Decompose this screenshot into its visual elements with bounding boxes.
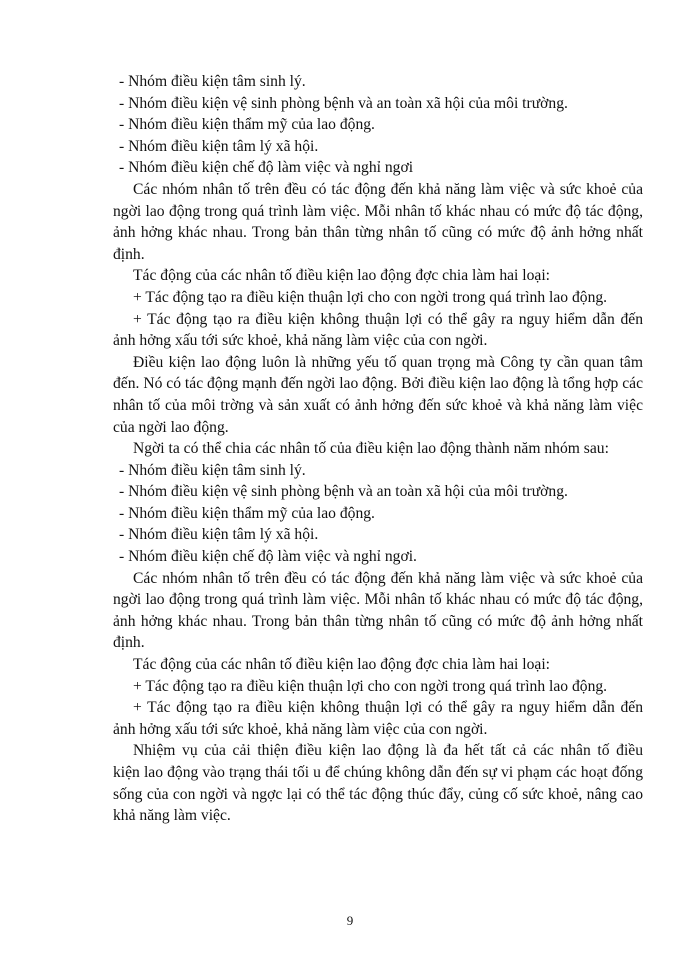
text-line: - Nhóm điều kiện tâm lý xã hội. [119,526,319,544]
text-line: - Nhóm điều kiện chế độ làm việc và nghỉ ngơi [119,159,414,177]
text-line: Các nhóm nhân tố trên đều có tác động đến khả năng làm việc và sức khoẻ của [133,569,643,587]
text-line: Tác động của các nhân tố điều kiện lao động đợc chia làm hai loại: [133,656,550,674]
text-line: nhân tố của môi trờng và sản xuất có ảnh hởng đến sức khoẻ và khả năng làm việc [113,396,643,414]
text-line: - Nhóm điều kiện tâm sinh lý. [119,461,306,479]
text-line: Nhiệm vụ của cải thiện điều kiện lao động là đa hết tất cả các nhân tố điều [133,742,643,760]
text-line: ảnh hởng khác nhau. Trong bản thân từng nhân tố cũng có mức độ ảnh hởng nhất [113,612,643,630]
text-line: ảnh hởng khác nhau. Trong bản thân từng nhân tố cũng có mức độ ảnh hởng nhất [113,224,643,242]
text-line: + Tác động tạo ra điều kiện thuận lợi cho con ngời trong quá trình lao động. [133,288,608,306]
text-line: ảnh hởng xấu tới sức khoẻ, khả năng làm việc của con ngời. [113,332,488,350]
text-line: Các nhóm nhân tố trên đều có tác động đến khả năng làm việc và sức khoẻ của [133,180,643,198]
text-line: kiện lao động vào trạng thái tối u để chúng không dẫn đến sự vi phạm các hoạt đống [113,764,643,781]
text-line: ảnh hởng xấu tới sức khoẻ, khả năng làm việc của con ngời. [113,720,488,738]
text-line: - Nhóm điều kiện thẩm mỹ của lao động. [119,116,375,134]
text-line: định. [113,634,145,652]
page-number: 9 [346,913,354,928]
text-line: + Tác động tạo ra điều kiện thuận lợi cho con ngời trong quá trình lao động. [133,677,608,695]
text-line: + Tác động tạo ra điều kiện không thuận lợi có thể gây ra nguy hiểm dẫn đến [133,310,643,328]
text-line: Điều kiện lao động luôn là những yếu tố quan trọng mà Công ty cần quan tâm [133,353,643,371]
text-line: định. [113,245,145,263]
document-body [113,71,643,827]
text-line: sống của con ngời và ngợc lại có thể tác động thúc đẩy, củng cố sức khoẻ, nâng cao [113,785,643,803]
text-line: ngời lao động trong quá trình làm việc. Mỗi nhân tố khác nhau có mức độ tác động, [113,591,643,609]
text-line: - Nhóm điều kiện vệ sinh phòng bệnh và an toàn xã hội của môi trường. [119,94,568,112]
text-line: - Nhóm điều kiện tâm sinh lý. [119,73,306,90]
text-line: - Nhóm điều kiện thẩm mỹ của lao động. [119,504,375,522]
text-line: Ngời ta có thể chia các nhân tố của điều kiện lao động thành năm nhóm sau: [133,440,609,458]
text-line: - Nhóm điều kiện chế độ làm việc và nghỉ ngơi. [119,548,417,566]
text-line: ngời lao động trong quá trình làm việc. Mỗi nhân tố khác nhau có mức độ tác động, [113,202,643,220]
text-line: - Nhóm điều kiện tâm lý xã hội. [119,137,319,155]
text-line: của ngời lao động. [113,418,229,436]
text-line: đến. Nó có tác động mạnh đến ngời lao động. Bởi điều kiện lao động là tổng hợp các [113,375,643,393]
text-line: + Tác động tạo ra điều kiện không thuận lợi có thể gây ra nguy hiểm dẫn đến [133,699,643,717]
text-line: khả năng làm việc. [113,807,231,825]
text-line: - Nhóm điều kiện vệ sinh phòng bệnh và an toàn xã hội của môi trường. [119,483,568,501]
text-line: Tác động của các nhân tố điều kiện lao động đợc chia làm hai loại: [133,267,550,285]
